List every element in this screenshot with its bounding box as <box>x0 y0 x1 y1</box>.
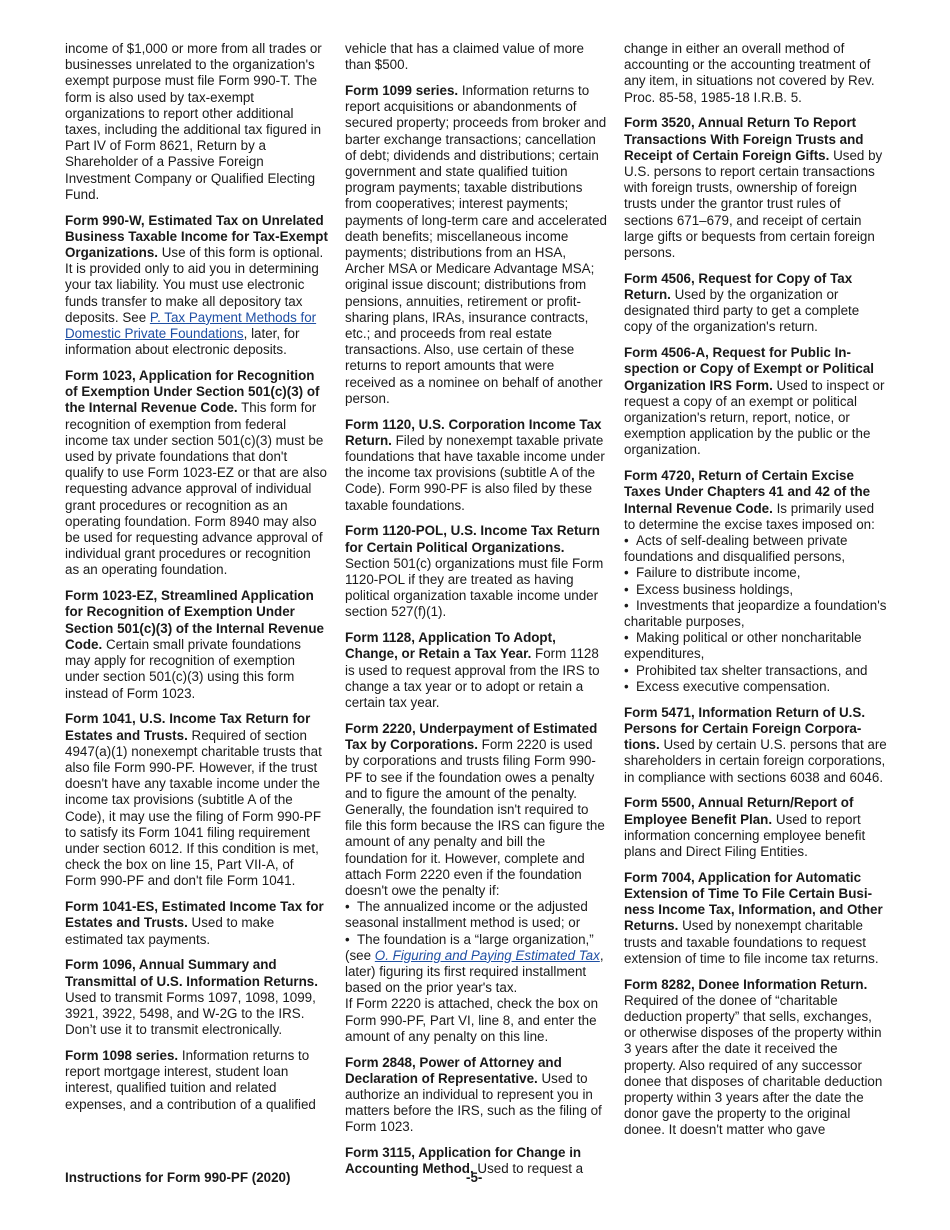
form-1041-entry: Form 1041, U.S. Income Tax Return for Estates and Trusts. Required of section 4947(a)(1) nonexempt charitable trusts that also file Form 990-PF. However, if the trust doesn't have any taxable income under the income tax provisions (subtitle A of the Code), it may use the filing of Form 990-PF to satisfy its Form 1041 filing requirement under section 6012. If this condition is met, check the box on line 15, Part VII-A, of Form 990-PF and don't file Form 1041. <box>65 711 322 889</box>
entry-title: Form 1098 series. <box>65 1047 179 1063</box>
page-footer <box>65 1170 885 1188</box>
form-1099-entry: Form 1099 series. Information returns to report acquisitions or abandonments of secured property; proceeds from broker and barter exchange transactions; cancellation of debt; dividends and distributions; certain government and state qualified tuition program payments; taxable distributions from cooperatives; interest payments; payments of long-term care and accelerated death benefits; miscellaneous income payments; distributions from an HSA, Archer MSA or Medicare Advantage MSA; original issue discount; distributions from pensions, annuities, retirement or profit-sharing plans, IRAs, insurance contracts, etc.; and proceeds from real estate transactions. Also, use certain of these returns to report amounts that were received as a nominee on behalf of another person. <box>345 83 608 406</box>
entry-title: Form 1120, U.S. Corporation Income Tax Return. <box>345 416 602 448</box>
bullet-item: • Failure to distribute income, <box>624 565 801 581</box>
form-5500-entry: Form 5500, Annual Return/Report of Employee Benefit Plan. Used to report information concerning employee benefit plans and Direct Filing Entities. <box>624 795 866 859</box>
footer-title: Instructions for Form 990-PF (2020) <box>65 1170 291 1185</box>
bullet-item: • The foundation is a “large organization,” (see O. Figuring and Paying Estimated Tax, later) figuring its first required installment based on the prior year's tax. <box>345 931 604 996</box>
bullet-item: • Acts of self-dealing between private foundations and disqualified persons, <box>624 533 848 565</box>
continued-paragraph: income of $1,000 or more from all trades or businesses unrelated to the organization's exempt purpose must file Form 990-T. The form is also used by tax-exempt organizations to report other additional taxes, including the additional tax figured in Part IV of Form 8621, Return by a Shareholder of a Passive Foreign Investment Company or Qualified Electing Fund. <box>65 41 322 202</box>
form-1120pol-entry: Form 1120-POL, U.S. Income Tax Return for Certain Political Organizations. Section 501(c) organizations must file Form 1120-POL if they are treated as having political organization taxable income under section 527(f)(1). <box>345 523 604 620</box>
estimated-tax-link[interactable]: O. Figuring and Paying Estimated Tax <box>374 947 600 963</box>
bullet-icon: • <box>345 931 350 947</box>
bullet-icon: • <box>624 533 629 549</box>
form-1098-entry: Form 1098 series. Information returns to report mortgage interest, student loan interest, qualified tuition and related expenses, and a contribution of a qualified <box>65 1047 316 1112</box>
form-4720-intro: Form 4720, Return of Certain Excise Taxes Under Chapters 41 and 42 of the Internal Revenue Code. Is primarily used to determine the excise taxes imposed on: <box>624 468 875 532</box>
bullet-icon: • <box>624 678 629 694</box>
entry-title: Form 1041, U.S. Income Tax Return for Estates and Trusts. <box>65 711 311 743</box>
bullet-icon: • <box>624 597 629 613</box>
entry-title: Form 3520, Annual Return To Report Transactions With Foreign Trusts and Receipt of Certain Foreign Gifts. <box>624 115 864 163</box>
form-1023ez-entry: Form 1023-EZ, Streamlined Application for Recognition of Exemption Under Section 501(c)(3) of the Internal Revenue Code. Certain small private foundations may apply for recognition of exemption under section 501(c)(3) using this form instead of Form 1023. <box>65 588 324 701</box>
bullet-icon: • <box>345 899 350 915</box>
entry-title: Form 1120-POL, U.S. Income Tax Return for Certain Political Organizations. <box>345 523 600 555</box>
form-8282-entry: Form 8282, Donee Information Return. Required of the donee of “charitable deduction property” that sells, exchanges, or otherwise disposes of the property within 3 years after the date it received the property. Also required of any successor donee that disposes of charitable deduction property within 3 years after the date the donor gave the property to the original donee. It doesn't matter who gave <box>624 976 883 1138</box>
bullet-icon: • <box>624 662 629 678</box>
entry-title: Form 4506, Request for Copy of Tax Return. <box>624 270 853 303</box>
page-number: -5- <box>466 1170 483 1185</box>
bullet-item: • Making political or other noncharitable expenditures, <box>624 630 862 662</box>
tax-payment-methods-link[interactable]: P. Tax Payment Methods for Domestic Private Foundations <box>65 309 317 342</box>
form-3520-entry: Form 3520, Annual Return To Report Transactions With Foreign Trusts and Receipt of Certain Foreign Gifts. Used by U.S. persons to report certain transactions with foreign trusts, ownership of foreign trusts under the grantor trust rules of sections 671–679, and receipt of certain large gifts or bequests from certain foreign persons. <box>624 115 883 261</box>
entry-title: Form 2848, Power of Attorney and Declaration of Representative. <box>345 1054 562 1086</box>
entry-title: Form 1041-ES, Estimated Income Tax for Estates and Trusts. <box>65 899 324 931</box>
bullet-item: • Investments that jeopardize a foundation's charitable purposes, <box>624 597 887 630</box>
column-3 <box>624 41 887 1139</box>
form-1120-entry: Form 1120, U.S. Corporation Income Tax Return. Filed by nonexempt taxable private foundations that have taxable income under the income tax provisions (subtitle A of the Code). Form 990-PF is also filed by these taxable foundations. <box>345 416 605 513</box>
column-1 <box>65 41 328 1113</box>
form-2848-entry: Form 2848, Power of Attorney and Declaration of Representative. Used to authorize an individual to represent you in matters before the IRS, such as the filing of Form 1023. <box>345 1054 602 1135</box>
entry-title: Form 1099 series. <box>345 83 459 98</box>
bullet-icon: • <box>624 581 629 597</box>
entry-title: Form 3115, Application for Change in Accounting Method. <box>345 1145 582 1177</box>
continued-paragraph: change in either an overall method of accounting or the accounting treatment of any item, in situations not covered by Rev. Proc. 85-58, 1985-18 I.R.B. 5. <box>624 41 875 105</box>
form-3115-entry: Form 3115, Application for Change in Accounting Method. Used to request a <box>345 1145 584 1177</box>
bullet-icon: • <box>624 565 629 581</box>
form-4506-entry: Form 4506, Request for Copy of Tax Return. Used by the organization or designated third party to get a complete copy of the organization's return. <box>624 270 860 335</box>
entry-title: Form 4506-A, Request for Public Inspection or Copy of Exempt or Political Organization IRS Form. <box>624 345 874 393</box>
form-1128-entry: Form 1128, Application To Adopt, Change, or Retain a Tax Year. Form 1128 is used to request approval from the IRS to change a tax year or to adopt or retain a certain tax year. <box>345 630 600 711</box>
form-2220-after: If Form 2220 is attached, check the box on Form 990-PF, Part VI, line 8, and enter the amount of any penalty on this line. <box>345 996 599 1044</box>
form-1096-entry: Form 1096, Annual Summary and Transmittal of U.S. Information Returns. Used to transmit Forms 1097, 1098, 1099, 3921, 3922, 5498, and W-2G to the IRS. Don’t use it to transmit electronically. <box>65 957 318 1038</box>
entry-title: Form 1023-EZ, Streamlined Application for Recognition of Exemption Under Section 501(c)(3) of the Internal Revenue Code. <box>65 588 324 652</box>
form-1041es-entry: Form 1041-ES, Estimated Income Tax for Estates and Trusts. Used to make estimated tax payments. <box>65 899 324 947</box>
bullet-item: • Excess business holdings, <box>624 581 794 597</box>
entry-title: Form 5471, Information Return of U.S. Persons for Certain Foreign Corporations. <box>624 704 866 753</box>
bullet-item: • Prohibited tax shelter transactions, and <box>624 662 868 678</box>
entry-title: Form 4720, Return of Certain Excise Taxes Under Chapters 41 and 42 of the Internal Revenue Code. <box>624 468 871 516</box>
form-2220-intro: Form 2220, Underpayment of Estimated Tax by Corporations. Form 2220 is used by corporations and trusts filing Form 990-PF to see if the foundation owes a penalty and to figure the amount of the penalty. Generally, the foundation isn't required to file this form because the IRS can figure the amount of any penalty and bill the foundation for it. However, complete and attach Form 2220 even if the foundation doesn't owe the penalty if: <box>345 720 605 898</box>
bullet-item: • Excess executive compensation. <box>624 678 831 694</box>
bullet-icon: • <box>624 630 629 646</box>
form-4506a-entry: Form 4506-A, Request for Public Inspection or Copy of Exempt or Political Organization IRS Form. Used to inspect or request a copy of an exempt or political organization's return, report, notice, or exemption application by the public or the organization. <box>624 345 885 458</box>
form-1023-entry: Form 1023, Application for Recognition of Exemption Under Section 501(c)(3) of the Internal Revenue Code. This form for recognition of exemption from federal income tax under section 501(c)(3) must be used by private foundations that don't qualify to use Form 1023-EZ or that are also requesting advance approval of individual grant procedures or recognition as an operating foundation. Form 8940 may also be used for requesting advance approval of individual grant procedures or recognition as an operating foundation. <box>65 368 327 578</box>
entry-title: Form 5500, Annual Return/Report of Employee Benefit Plan. <box>624 795 854 827</box>
entry-title: Form 2220, Underpayment of Estimated Tax by Corporations. <box>345 720 598 753</box>
bullet-item: • The annualized income or the adjusted seasonal installment method is used; or <box>345 899 588 931</box>
entry-title: Form 7004, Application for Automatic Extension of Time To File Certain Business Income Tax, Information, and Other Returns. <box>624 869 883 934</box>
entry-title: Form 8282, Donee Information Return. <box>624 976 868 992</box>
form-2220-entry <box>345 721 608 1045</box>
column-2 <box>345 41 608 1178</box>
form-5471-entry: Form 5471, Information Return of U.S. Persons for Certain Foreign Corporations. Used by certain U.S. persons that are shareholders in certain foreign corporations, in compliance with sections 6038 and 6046. <box>624 704 887 785</box>
form-4720-entry <box>624 468 887 695</box>
continued-paragraph: vehicle that has a claimed value of more than $500. <box>345 41 584 73</box>
entry-title: Form 1128, Application To Adopt, Change, or Retain a Tax Year. <box>345 630 556 662</box>
entry-title: Form 990-W, Estimated Tax on Unrelated Business Taxable Income for Tax-Exempt Organizations. <box>65 212 328 261</box>
form-7004-entry: Form 7004, Application for Automatic Extension of Time To File Certain Business Income Tax, Information, and Other Returns. Used by nonexempt charitable trusts and taxable foundations to request extension of time to file income tax returns. <box>624 869 883 966</box>
form-990w-entry: Form 990-W, Estimated Tax on Unrelated Business Taxable Income for Tax-Exempt Organizations. Use of this form is optional. It is provided only to aid you in determining your tax liability. You must use electronic funds transfer to make all depository tax deposits. See P. Tax Payment Methods for Domestic Private Foundations, later, for information about electronic deposits. <box>65 212 328 358</box>
entry-title: Form 1023, Application for Recognition of Exemption Under Section 501(c)(3) of the Internal Revenue Code. <box>65 368 320 416</box>
entry-title: Form 1096, Annual Summary and Transmittal of U.S. Information Returns. <box>65 957 318 989</box>
